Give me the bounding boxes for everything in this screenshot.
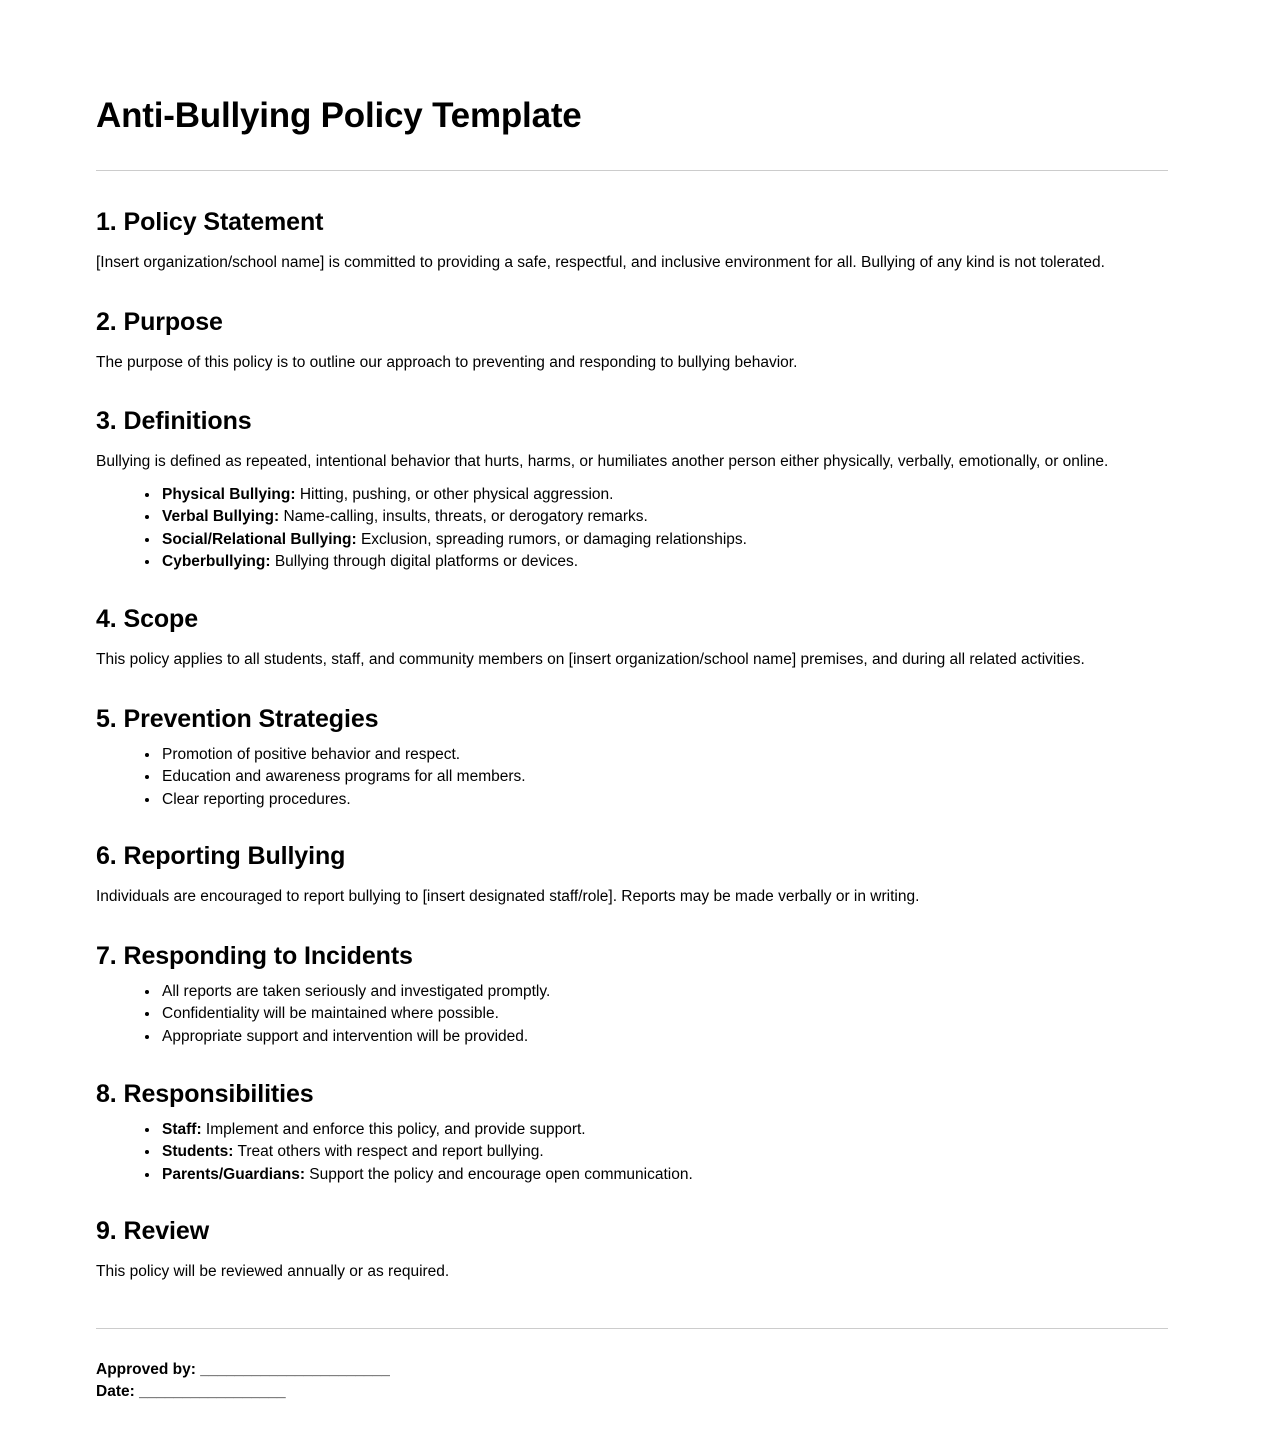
- approved-by-line: [96, 1359, 1168, 1381]
- list-item-text: Appropriate support and intervention will be provided.: [162, 1027, 529, 1045]
- policy-section: [96, 604, 1168, 671]
- list-item: [160, 1143, 1168, 1162]
- bullet-list: [96, 1121, 1168, 1185]
- section-heading: 2. Purpose: [96, 307, 223, 336]
- list-item: [160, 768, 1168, 787]
- list-item-lead: Verbal Bullying:: [162, 508, 280, 526]
- list-item: [160, 1121, 1168, 1140]
- list-item: [160, 1166, 1168, 1185]
- list-item: [160, 1005, 1168, 1024]
- section-heading: 1. Policy Statement: [96, 208, 324, 237]
- approved-by-blank[interactable]: ______________________: [200, 1360, 390, 1378]
- section-heading: 4. Scope: [96, 605, 199, 634]
- list-item-lead: Social/Relational Bullying:: [162, 530, 357, 548]
- policy-section: [96, 1079, 1168, 1185]
- list-item-text: Promotion of positive behavior and respect.: [162, 745, 461, 763]
- section-paragraph: Bullying is defined as repeated, intentional behavior that hurts, harms, or humiliates another person either physically, verbally, emotionally, or online.: [96, 453, 1109, 471]
- page-title: Anti-Bullying Policy Template: [96, 96, 582, 135]
- list-item: [160, 746, 1168, 765]
- list-item: [160, 791, 1168, 810]
- section-paragraph: This policy will be reviewed annually or as required.: [96, 1263, 450, 1281]
- sections-container: [96, 207, 1168, 1284]
- list-item-text: Treat others with respect and report bullying.: [233, 1143, 544, 1161]
- list-item-text: Name-calling, insults, threats, or derogatory remarks.: [279, 508, 648, 526]
- header-divider: [96, 170, 1168, 171]
- bullet-list: [96, 983, 1168, 1047]
- bullet-list: [96, 746, 1168, 810]
- footer-divider: [96, 1328, 1168, 1329]
- date-blank[interactable]: _________________: [139, 1383, 286, 1401]
- list-item-text: Bullying through digital platforms or devices.: [270, 553, 579, 571]
- policy-section: [96, 841, 1168, 908]
- list-item-text: Exclusion, spreading rumors, or damaging relationships.: [356, 530, 747, 548]
- section-heading: 9. Review: [96, 1217, 210, 1246]
- signoff-block: [96, 1359, 1168, 1404]
- list-item-text: Hitting, pushing, or other physical aggression.: [295, 485, 614, 503]
- policy-section: [96, 704, 1168, 810]
- policy-section: [96, 207, 1168, 274]
- policy-section: [96, 1216, 1168, 1283]
- policy-section: [96, 307, 1168, 374]
- section-heading: 3. Definitions: [96, 407, 252, 436]
- list-item-lead: Parents/Guardians:: [162, 1165, 305, 1183]
- section-heading: 5. Prevention Strategies: [96, 704, 379, 733]
- approved-by-label: Approved by:: [96, 1360, 201, 1378]
- list-item-text: Support the policy and encourage open communication.: [305, 1165, 693, 1183]
- section-paragraph: Individuals are encouraged to report bullying to [insert designated staff/role]. Reports may be made verbally or in writing.: [96, 888, 920, 906]
- section-heading: 6. Reporting Bullying: [96, 842, 346, 871]
- list-item: [160, 486, 1168, 505]
- list-item: [160, 508, 1168, 527]
- list-item-lead: Physical Bullying:: [162, 485, 296, 503]
- section-paragraph: [Insert organization/school name] is committed to providing a safe, respectful, and inclusive environment for all. Bullying of any kind is not tolerated.: [96, 254, 1105, 272]
- policy-section: [96, 406, 1168, 572]
- section-paragraph: The purpose of this policy is to outline our approach to preventing and responding to bullying behavior.: [96, 353, 798, 371]
- date-line: [96, 1381, 1168, 1403]
- list-item-text: Clear reporting procedures.: [162, 790, 351, 808]
- list-item: [160, 983, 1168, 1002]
- list-item: [160, 531, 1168, 550]
- list-item-text: All reports are taken seriously and investigated promptly.: [162, 982, 551, 1000]
- list-item-lead: Staff:: [162, 1120, 202, 1138]
- section-paragraph: This policy applies to all students, staff, and community members on [insert organization/school name] premises, and during all related activities.: [96, 651, 1085, 669]
- policy-section: [96, 941, 1168, 1047]
- list-item: [160, 553, 1168, 572]
- section-heading: 7. Responding to Incidents: [96, 941, 413, 970]
- list-item-lead: Students:: [162, 1143, 234, 1161]
- list-item-lead: Cyberbullying:: [162, 553, 271, 571]
- list-item: [160, 1028, 1168, 1047]
- list-item-text: Implement and enforce this policy, and provide support.: [201, 1120, 586, 1138]
- list-item-text: Education and awareness programs for all members.: [162, 768, 526, 786]
- section-heading: 8. Responsibilities: [96, 1079, 314, 1108]
- date-label: Date:: [96, 1383, 140, 1401]
- list-item-text: Confidentiality will be maintained where possible.: [162, 1005, 499, 1023]
- bullet-list: [96, 486, 1168, 572]
